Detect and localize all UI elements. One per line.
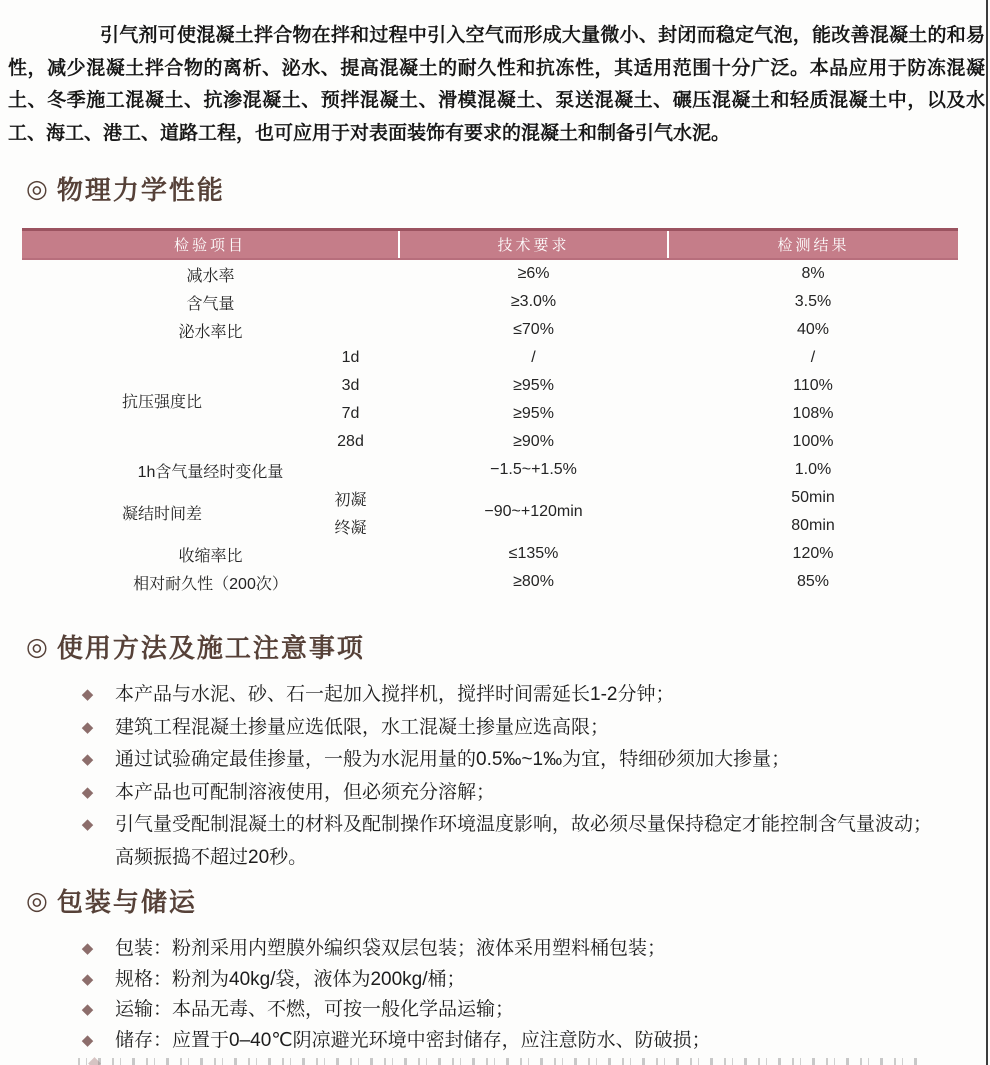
cell-res: 85% [797,573,830,590]
performance-table [22,228,958,596]
cell-age: 1d [341,349,360,366]
list-item [80,679,970,712]
cell-req: ≥80% [513,573,554,590]
cell-res: 50min [791,489,835,506]
table-row [22,288,958,316]
cell-item: 相对耐久性（200次） [133,575,288,593]
list-item [80,744,970,777]
section-title-physical: 物理力学性能 [56,175,225,205]
section-title-packing: 包装与储运 [56,887,197,917]
cell-req: ≥95% [513,377,554,394]
cell-age: 28d [337,433,364,450]
bullet-text [115,809,932,874]
table-row [22,456,958,484]
cell-res: 3.5% [794,293,832,310]
cell-res: 1.0% [794,461,832,478]
list-item [80,934,970,965]
diamond-bullet-icon: ◆ [81,1001,94,1018]
section-heading-usage [26,628,365,665]
diamond-bullet-icon: ◆ [81,718,94,736]
section-heading-packing [26,882,197,919]
diamond-bullet-icon: ◆ [81,970,94,988]
cell-req: ≤70% [513,321,554,338]
table-row [22,259,958,288]
section-marker-icon: ◎ [26,633,48,661]
cell-req: ≥3.0% [510,293,557,310]
bullet-text: 通过试验确定最佳掺量，一般为水泥用量的0.5‰~1‰为宜，特细砂须加大掺量； [115,749,791,770]
cell-item: 含气量 [186,295,235,313]
col-header-requirement: 技术要求 [399,230,668,260]
cell-res: 120% [792,545,834,562]
bullet-text: 建筑工程混凝土掺量应选低限，水工混凝土掺量应选高限； [115,716,610,738]
diamond-bullet-icon: ◆ [81,686,94,703]
cell-phase: 初凝 [334,491,367,509]
cell-item: 泌水率比 [178,323,243,341]
table-row [22,484,958,512]
cell-req: ≥6% [517,265,550,282]
bullet-text: 本产品也可配制溶液使用，但必须充分溶解； [115,781,496,803]
bullet-text-line2: 高频振捣不超过20秒。 [115,846,308,868]
bullet-text: 包装：粉剂采用内塑膜外编织袋双层包装；液体采用塑料桶包装； [115,938,667,959]
cell-res: 100% [792,433,834,450]
cell-req: −1.5~+1.5% [490,461,577,478]
list-item [80,965,970,996]
cell-res: 80min [791,517,835,534]
cell-req: ≥90% [513,433,554,450]
cell-res: 8% [801,265,825,282]
table-row [22,344,958,372]
table-row [22,316,958,344]
section-marker-icon: ◎ [26,887,48,915]
cell-item: 收缩率比 [178,547,243,565]
cell-res: 108% [792,405,834,422]
intro-paragraph: 引气剂可使混凝土拌合物在拌和过程中引入空气而形成大量微小、封闭而稳定气泡，能改善混凝土的和易性，减少混凝土拌合物的离析、泌水、提高混凝土的耐久性和抗冻性，其适用范围十分广泛。本品应用于防冻混凝土、冬季施工混凝土、抗渗混凝土、预拌混凝土、滑模混凝土、泵送混凝土、碾压混凝土和轻质混凝土中，以及水工、海工、港工、道路工程，也可应用于对表面装饰有要求的混凝土和制备引气水泥。 [8,25,985,144]
section-title-usage: 使用方法及施工注意事项 [56,633,365,663]
list-item [80,995,970,1026]
diamond-bullet-icon: ◆ [81,783,94,801]
table-row [22,540,958,568]
cell-item-strength: 抗压强度比 [121,393,202,411]
section-heading-physical [26,170,225,207]
cell-age: 7d [341,405,360,422]
col-header-project: 检验项目 [22,230,399,260]
bullet-text: 本产品与水泥、砂、石一起加入搅拌机，搅拌时间需延长1-2分钟； [115,684,675,705]
col-header-result: 检测结果 [668,230,958,260]
table-row [22,568,958,596]
cell-phase: 终凝 [334,519,367,537]
cell-res: 110% [793,377,833,394]
list-item [80,777,970,810]
cell-res: 40% [797,321,830,338]
usage-bullet-list [80,679,970,874]
diamond-bullet-icon: ◆ [81,1031,94,1049]
bullet-text: 规格：粉剂为40kg/袋，液体为200kg/桶； [115,968,466,990]
cell-req: ≥95% [513,405,554,422]
cell-req: / [531,349,536,366]
bullet-text: 储存：应置于0–40℃阴凉避光环境中密封储存，应注意防水、防破损； [115,1029,711,1051]
cell-req: −90~+120min [484,503,583,520]
table-header-row [22,230,958,260]
cell-res: / [810,349,816,366]
diamond-bullet-icon: ◆ [81,816,94,833]
cell-age: 3d [341,377,360,394]
list-item [80,809,970,874]
packing-bullet-list [80,934,970,1056]
section-marker-icon: ◎ [26,175,48,203]
cutoff-text-remnant [78,1058,918,1065]
page-edge-line [986,0,988,1065]
bullet-text: 运输：本品无毒、不燃，可按一般化学品运输； [115,999,515,1020]
cell-item: 1h含气量经时变化量 [137,463,284,481]
list-item [80,1026,970,1057]
cell-item: 减水率 [186,267,235,285]
diamond-bullet-icon: ◆ [81,940,94,957]
diamond-bullet-icon: ◆ [81,751,94,768]
list-item [80,712,970,745]
cell-item-setting: 凝结时间差 [121,505,202,523]
cell-req: ≤135% [508,545,559,562]
bullet-text-line1: 引气量受配制混凝土的材料及配制操作环境温度影响，故必须尽量保持稳定才能控制含气量波动； [115,814,933,835]
